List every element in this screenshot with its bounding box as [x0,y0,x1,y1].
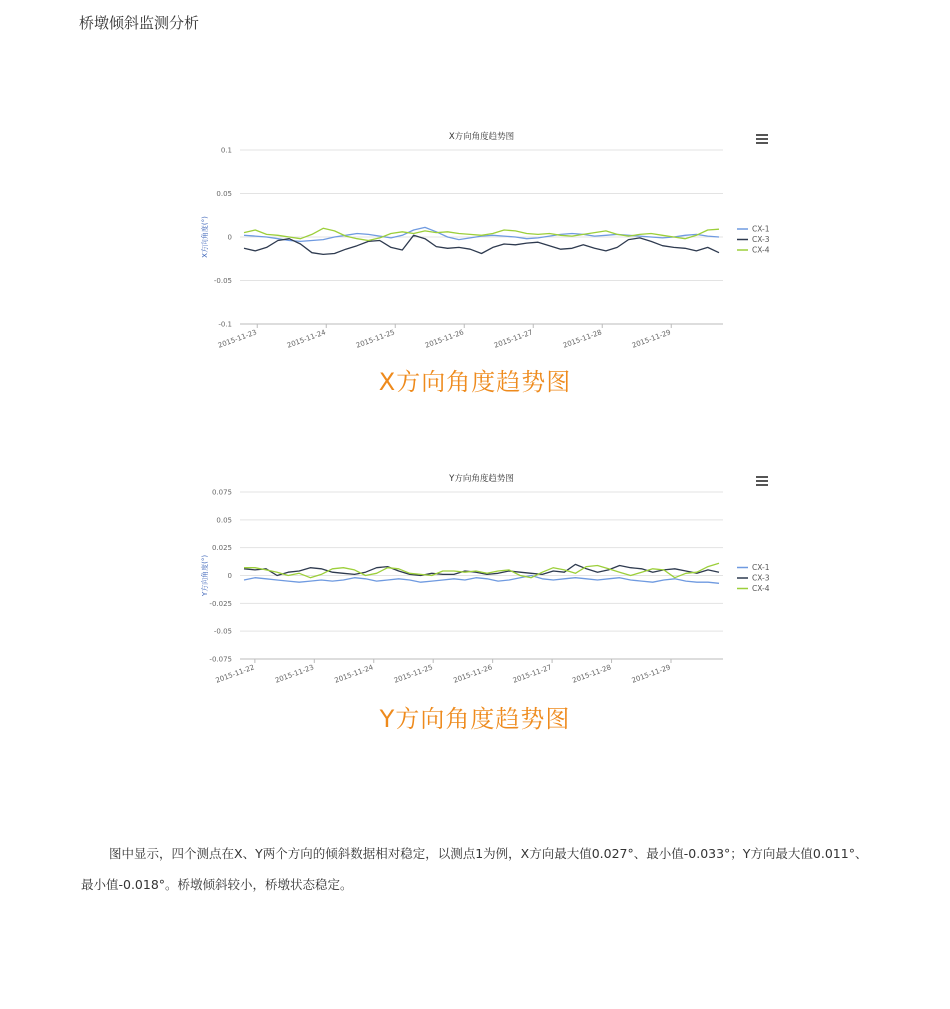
analysis-text: 图中显示，四个测点在X、Y两个方向的倾斜数据相对稳定，以测点1为例，X方向最大值0.027°、最小值-0.033°；Y方向最大值0.011°、最小值-0.018°。桥墩倾斜较小，桥墩状态稳定。 [81,846,868,892]
y-tick-label: 0.05 [216,190,232,198]
y-tick-label: 0.1 [220,146,232,155]
y-tick-label: 0.05 [216,516,232,525]
x-direction-chart-svg [195,124,785,364]
y-tick-label: 0 [227,572,232,580]
x-tick-label: 2015-11-29 [630,663,672,685]
page-title: 桥墩倾斜监测分析 [79,14,200,32]
x-chart-caption: X方向角度趋势图 [378,368,572,396]
legend-item-cx-3: CX-3 [752,235,770,244]
x-tick-label: 2015-11-29 [630,328,672,350]
y-chart-caption: Y方向角度趋势图 [379,705,571,733]
x-direction-chart [195,124,785,364]
x-tick-label: 2015-11-27 [511,663,553,685]
legend-item-cx-4: CX-4 [752,245,770,255]
y-axis-title: Y方向角度(°) [201,554,209,597]
x-tick-label: 2015-11-28 [571,663,613,685]
x-tick-label: 2015-11-26 [423,328,465,350]
y-tick-label: -0.1 [218,320,232,329]
x-tick-label: 2015-11-22 [214,663,256,685]
y-tick-label: -0.025 [209,599,232,608]
x-tick-label: 2015-11-24 [285,328,327,350]
x-tick-label: 2015-11-23 [216,328,258,350]
chart-title: X方向角度趋势图 [448,132,515,142]
y-tick-label: -0.05 [213,277,232,285]
legend-item-cx-1: CX-1 [752,224,770,234]
series-line-cx-3 [244,235,719,254]
y-tick-label: 0 [227,233,232,242]
y-tick-label: 0.075 [211,488,232,497]
series-line-cx-4 [244,228,719,240]
x-tick-label: 2015-11-27 [492,328,534,350]
chart-menu-icon[interactable] [756,476,768,486]
chart-title: Y方向角度趋势图 [449,474,514,484]
legend-item-cx-4: CX-4 [752,584,770,593]
y-axis-title: X方向角度(°) [201,216,209,258]
chart-menu-icon[interactable] [756,134,768,144]
y-tick-label: -0.075 [209,655,232,664]
x-tick-label: 2015-11-25 [354,328,396,350]
y-tick-label: 0.025 [211,544,232,553]
x-tick-label: 2015-11-24 [333,663,375,685]
x-tick-label: 2015-11-26 [452,663,494,685]
x-tick-label: 2015-11-23 [274,663,315,685]
analysis-paragraph [81,838,871,900]
y-tick-label: -0.05 [213,627,232,636]
legend-item-cx-3: CX-3 [752,573,770,583]
legend-item-cx-1: CX-1 [752,563,770,572]
x-tick-label: 2015-11-28 [561,328,603,350]
x-tick-label: 2015-11-25 [392,663,434,685]
y-direction-chart-svg [195,466,785,706]
y-direction-chart [195,466,785,706]
